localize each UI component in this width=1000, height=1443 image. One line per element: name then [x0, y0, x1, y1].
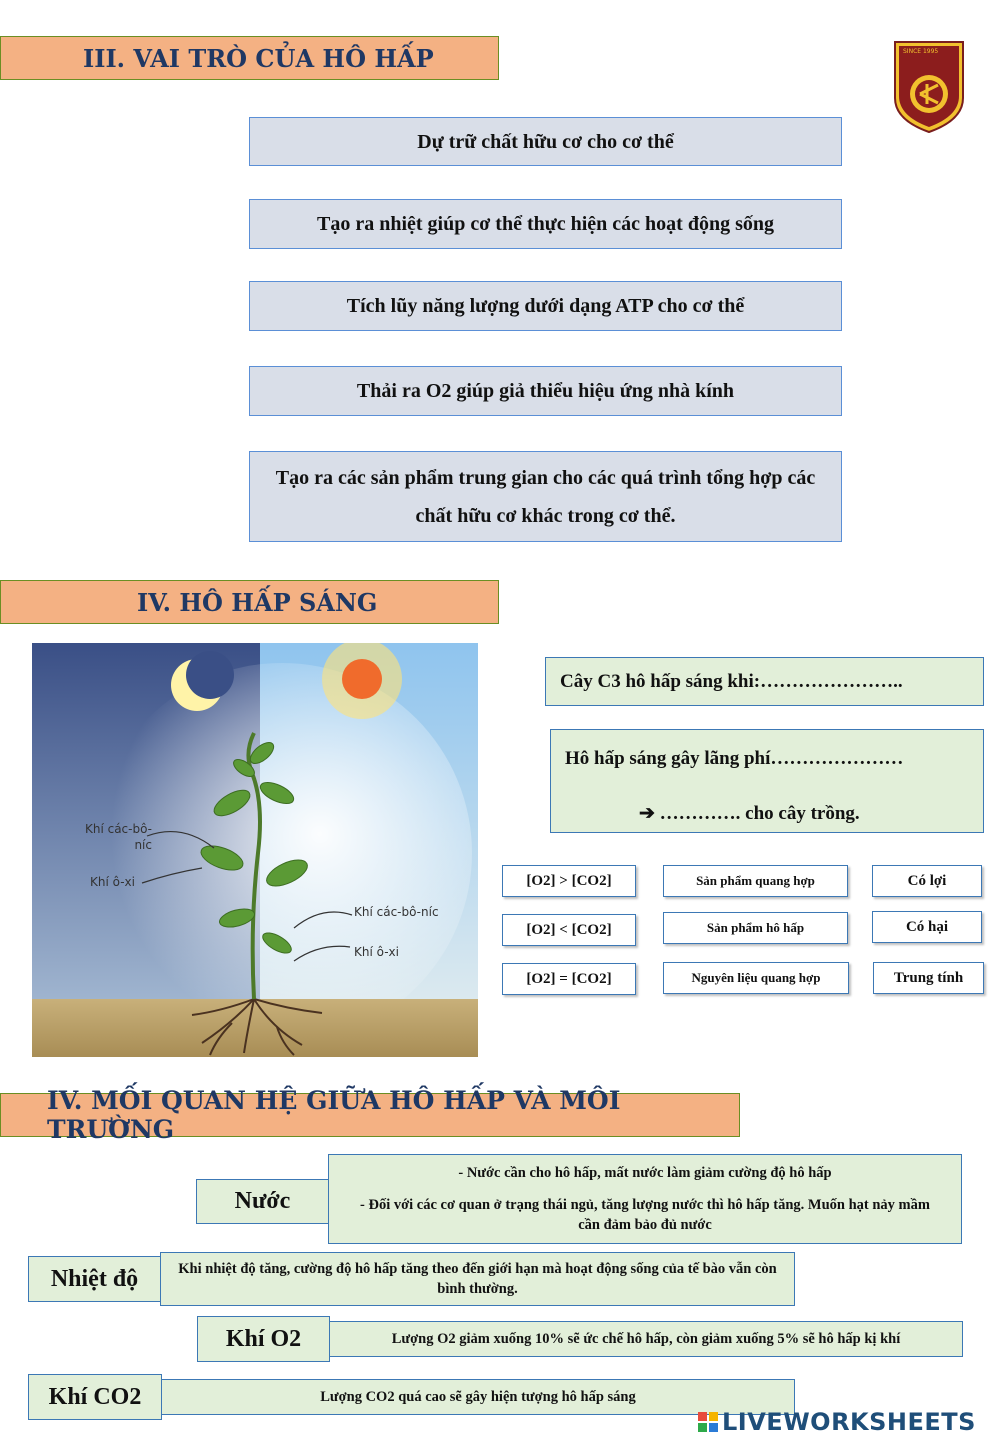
desc-water[interactable] [328, 1154, 962, 1244]
chip-respiration-product[interactable] [663, 912, 848, 944]
chip-label: [O2] < [CO2] [526, 921, 612, 938]
chip-label: Sản phẩm hô hấp [706, 920, 805, 935]
liveworksheets-text: LIVEWORKSHEETS [722, 1408, 976, 1436]
role-text-1: Dự trữ chất hữu cơ cho cơ thể [417, 130, 674, 153]
chip-label: [O2] = [CO2] [526, 970, 612, 987]
chip-label: Có lợi [907, 872, 947, 889]
chip-label: Nguyên liệu quang hợp [691, 970, 821, 985]
chip-neutral[interactable] [873, 962, 984, 994]
role-text-4: Thải ra O2 giúp giả thiểu hiệu ứng nhà kính [356, 380, 735, 402]
question-text-2a: Hô hấp sáng gây lãng phí………………… [565, 748, 904, 769]
question-box-2[interactable] [550, 729, 984, 833]
desc-oxygen[interactable] [329, 1321, 963, 1357]
label-co2-text: Khí CO2 [48, 1383, 142, 1410]
section-header-roles [0, 36, 499, 80]
label-oxygen-text: Khí O2 [225, 1325, 302, 1352]
chip-label: [O2] > [CO2] [526, 872, 612, 889]
desc-water-line1: - Nước cần cho hô hấp, mất nước làm giảm cường độ hô hấp [458, 1165, 832, 1181]
role-text-2: Tạo ra nhiệt giúp cơ thể thực hiện các hoạt động sống [316, 213, 774, 235]
section-title-roles: III. VAI TRÒ CỦA HÔ HẤP [83, 43, 434, 73]
label-o2-left: Khí ô-xi [90, 875, 135, 889]
chip-photosynthesis-material[interactable] [663, 962, 849, 994]
role-box-3[interactable] [249, 281, 842, 331]
desc-co2-text: Lượng CO2 quá cao sẽ gây hiện tượng hô hấp sáng [320, 1389, 636, 1405]
label-water-text: Nước [234, 1188, 291, 1214]
section-title-light: IV. HÔ HẤP SÁNG [137, 587, 378, 617]
chip-o2-equal[interactable] [502, 963, 636, 995]
section-title-environment: IV. MỐI QUAN HỆ GIỮA HÔ HẤP VÀ MÔI TRƯỜNG [47, 1086, 621, 1144]
question-text-2b: ➔ …………. cho cây trồng. [639, 803, 860, 824]
chip-o2-less[interactable] [502, 914, 636, 946]
role-text-3: Tích lũy năng lượng dưới dạng ATP cho cơ thể [346, 295, 745, 317]
section-header-environment [0, 1086, 740, 1144]
desc-oxygen-text: Lượng O2 giảm xuống 10% sẽ ức chế hô hấp, còn giảm xuống 5% sẽ hô hấp kị khí [391, 1331, 901, 1347]
school-logo [893, 40, 965, 134]
desc-water-line2: - Đối với các cơ quan ở trạng thái ngủ, tăng lượng nước thì hô hấp tăng. Muốn hạt nảy mầm cần đảm bảo đủ nước [360, 1197, 930, 1233]
label-temperature[interactable] [28, 1256, 161, 1302]
liveworksheets-icon [698, 1412, 718, 1432]
chip-harmful[interactable] [872, 911, 982, 943]
role-text-5: Tạo ra các sản phẩm trung gian cho các quá trình tổng hợp các chất hữu cơ khác trong cơ thể. [275, 466, 816, 527]
role-box-5[interactable] [249, 451, 842, 542]
chip-o2-greater[interactable] [502, 865, 636, 897]
desc-temperature[interactable] [160, 1252, 795, 1306]
role-box-1[interactable] [249, 117, 842, 166]
label-water[interactable] [196, 1179, 329, 1224]
chip-label: Trung tính [893, 969, 964, 986]
label-co2[interactable] [28, 1374, 162, 1420]
desc-temperature-text: Khi nhiệt độ tăng, cường độ hô hấp tăng theo đến giới hạn mà hoạt động sống của tế bào vẫn còn bình thường. [178, 1261, 777, 1297]
role-box-4[interactable] [249, 366, 842, 416]
plant-illustration [32, 643, 478, 1057]
liveworksheets-logo [698, 1408, 976, 1436]
role-box-2[interactable] [249, 199, 842, 249]
chip-photosynthesis-product[interactable] [663, 865, 848, 897]
label-co2-right: Khí các-bô-níc [354, 905, 439, 919]
chip-label: Có hại [905, 918, 949, 935]
section-header-light [0, 580, 499, 624]
chip-label: Sản phẩm quang hợp [696, 873, 815, 888]
question-box-1[interactable] [545, 657, 984, 706]
label-co2-left: Khí các-bô-níc [84, 822, 152, 852]
question-text-1: Cây C3 hô hấp sáng khi:………………….. [560, 670, 903, 692]
label-temperature-text: Nhiệt độ [50, 1265, 139, 1292]
label-o2-right: Khí ô-xi [354, 945, 399, 959]
label-oxygen[interactable] [197, 1316, 330, 1362]
logo-text: SINCE 1995 [903, 48, 939, 55]
chip-beneficial[interactable] [872, 865, 982, 897]
